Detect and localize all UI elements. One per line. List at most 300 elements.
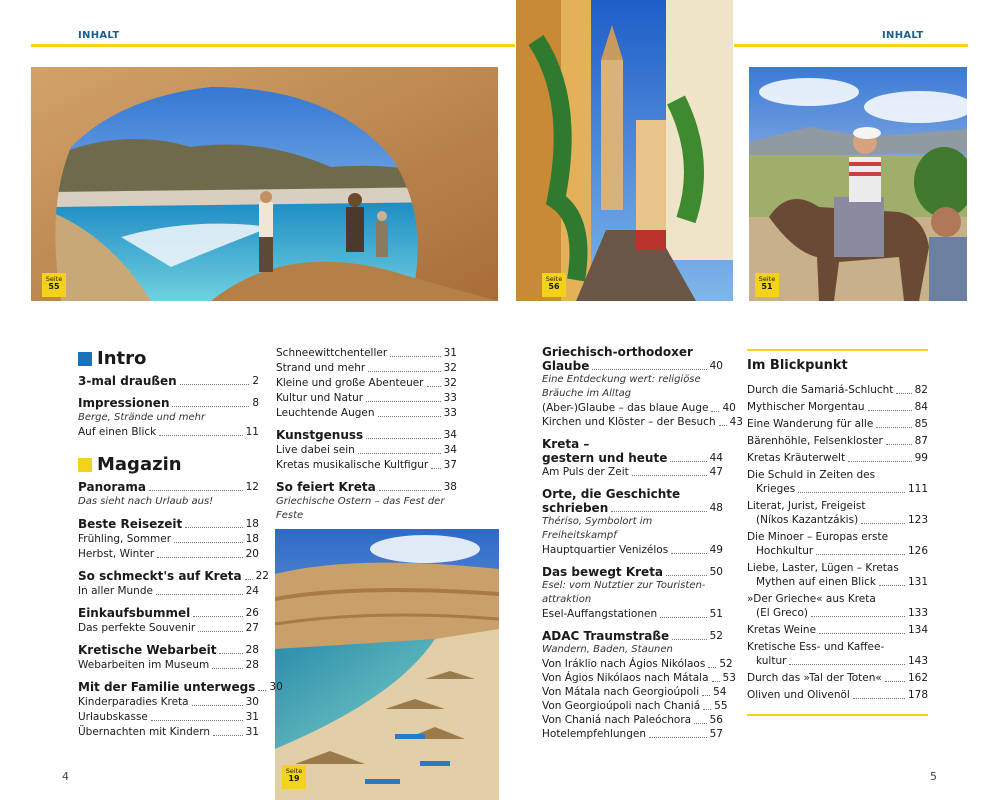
leader-dots xyxy=(245,579,253,580)
toc-entry-page: 99 xyxy=(914,452,928,464)
toc-entry-line xyxy=(542,727,723,741)
toc-entry-page: 11 xyxy=(245,426,259,438)
leader-dots xyxy=(868,410,912,411)
toc-entry[interactable] xyxy=(747,417,928,431)
toc-entry[interactable] xyxy=(78,680,283,694)
leader-dots xyxy=(660,617,707,618)
toc-entry-title: Von Mátala nach Georgioúpoli xyxy=(542,686,700,698)
toc-entry-title: Impressionen xyxy=(78,396,170,410)
leader-dots xyxy=(819,633,905,634)
leader-dots xyxy=(174,542,243,543)
toc-entry-page: 28 xyxy=(245,644,259,656)
toc-entry[interactable] xyxy=(542,415,743,429)
section-heading-magazin: Magazin xyxy=(78,453,259,477)
toc-entry-page: 47 xyxy=(709,466,723,478)
photo-chania-street xyxy=(516,0,733,301)
photo-cave-beach xyxy=(31,67,498,301)
toc-entry-page: 84 xyxy=(914,401,928,413)
page-badge[interactable]: Seite 55 xyxy=(42,273,66,297)
toc-entry[interactable] xyxy=(542,487,723,515)
toc-entry[interactable] xyxy=(747,434,928,448)
toc-entry-page: 48 xyxy=(709,502,723,514)
leader-dots xyxy=(879,585,905,586)
toc-entry-page: 8 xyxy=(252,397,259,409)
page-badge[interactable]: Seite 51 xyxy=(755,273,779,297)
leader-dots xyxy=(431,468,440,469)
leader-dots xyxy=(390,356,440,357)
leader-dots xyxy=(632,475,707,476)
toc-entry-line xyxy=(747,434,928,448)
toc-entry-title: Herbst, Winter xyxy=(78,548,155,560)
toc-entry-page: 2 xyxy=(252,375,259,387)
leader-dots xyxy=(694,723,707,724)
toc-entry[interactable] xyxy=(276,361,457,375)
toc-entry-title: Einkaufsbummel xyxy=(78,606,191,620)
toc-entry-title: kultur xyxy=(756,655,787,667)
toc-entry-title: Mythen auf einen Blick xyxy=(756,576,876,588)
toc-entry-page: 18 xyxy=(245,533,259,545)
toc-entry-title: Von Iráklio nach Ágios Nikólaos xyxy=(542,658,706,670)
leader-dots xyxy=(258,690,266,691)
toc-entry-title: Schneewittchenteller xyxy=(276,347,388,359)
toc-entry-title: Auf einen Blick xyxy=(78,426,157,438)
toc-entry[interactable] xyxy=(747,400,928,414)
toc-entry-title: Leuchtende Augen xyxy=(276,407,375,419)
toc-entry[interactable] xyxy=(747,640,928,668)
leader-dots xyxy=(861,523,905,524)
leader-dots xyxy=(649,737,707,738)
toc-entry-page: 56 xyxy=(709,714,723,726)
toc-entry-line xyxy=(542,451,723,465)
toc-entry[interactable] xyxy=(276,428,457,442)
toc-entry-line xyxy=(747,640,928,654)
toc-entry[interactable] xyxy=(78,374,259,388)
toc-entry[interactable] xyxy=(542,727,723,741)
blickpunkt-rule-bottom xyxy=(747,714,928,716)
toc-entry-line xyxy=(747,451,928,465)
toc-entry-page: 133 xyxy=(907,607,928,619)
toc-column-4 xyxy=(747,359,928,705)
toc-entry-title: (El Greco) xyxy=(756,607,808,619)
toc-entry[interactable] xyxy=(276,458,457,472)
toc-entry[interactable] xyxy=(78,725,259,739)
toc-entry-line xyxy=(747,383,928,397)
toc-entry[interactable] xyxy=(78,710,259,724)
toc-entry-title: Webarbeiten im Museum xyxy=(78,659,210,671)
toc-entry[interactable] xyxy=(78,621,259,635)
toc-entry-title: Hotelempfehlungen xyxy=(542,728,646,740)
toc-entry-page: 44 xyxy=(709,452,723,464)
toc-entry-title: Liebe, Laster, Lügen – Kretas xyxy=(747,562,899,574)
toc-entry[interactable] xyxy=(747,671,928,685)
toc-entry-title: Von Georgioúpoli nach Chaniá xyxy=(542,700,701,712)
toc-entry[interactable] xyxy=(747,383,928,397)
leader-dots xyxy=(156,594,243,595)
toc-entry-title: Live dabei sein xyxy=(276,444,355,456)
section-square-icon xyxy=(78,458,92,472)
leader-dots xyxy=(708,667,716,668)
toc-entry-title: Durch die Samariá-Schlucht xyxy=(747,384,894,396)
toc-entry[interactable] xyxy=(78,517,259,531)
toc-entry-page: 31 xyxy=(245,711,259,723)
toc-entry-title: Hauptquartier Venizélos xyxy=(542,544,669,556)
leader-dots xyxy=(172,406,249,407)
toc-entry-subtitle: Griechische Ostern – das Fest der Feste xyxy=(276,496,445,521)
toc-entry-title: Hochkultur xyxy=(756,545,814,557)
toc-entry[interactable] xyxy=(276,480,457,494)
toc-entry-title: Kretische Ess- und Kaffee- xyxy=(747,641,885,653)
toc-entry-title: Kunstgenuss xyxy=(276,428,364,442)
toc-entry-page: 50 xyxy=(709,566,723,578)
toc-entry-subtitle: Bräuche im Alltag xyxy=(542,388,632,399)
toc-entry-page: 31 xyxy=(245,726,259,738)
toc-entry-line xyxy=(542,437,723,451)
toc-entry-line xyxy=(542,607,723,621)
toc-entry-title: Von Ágios Nikólaos nach Mátala xyxy=(542,672,709,684)
toc-entry-title: Das bewegt Kreta xyxy=(542,565,664,579)
leader-dots xyxy=(816,554,905,555)
toc-entry-title: Durch das »Tal der Toten« xyxy=(747,672,882,684)
toc-entry[interactable] xyxy=(542,401,736,415)
toc-entry[interactable] xyxy=(78,643,259,657)
toc-entry[interactable] xyxy=(276,346,457,360)
toc-entry-page: 30 xyxy=(245,696,259,708)
leader-dots xyxy=(427,386,441,387)
toc-column-2 xyxy=(276,346,457,523)
leader-dots xyxy=(703,709,711,710)
toc-entry-title: Frühling, Sommer xyxy=(78,533,172,545)
toc-entry-line xyxy=(542,487,723,501)
toc-entry-title: Orte, die Geschichte xyxy=(542,487,681,501)
toc-entry-line xyxy=(747,482,928,496)
toc-entry[interactable] xyxy=(78,606,259,620)
toc-entry-line xyxy=(747,417,928,431)
toc-entry[interactable] xyxy=(78,532,259,546)
toc-column-3 xyxy=(542,345,743,741)
toc-entry-title: Kleine und große Abenteuer xyxy=(276,377,424,389)
toc-entry-page: 24 xyxy=(245,585,259,597)
toc-entry[interactable] xyxy=(542,565,723,579)
toc-entry[interactable] xyxy=(542,699,728,713)
toc-entry-line xyxy=(542,685,727,699)
toc-entry-title: Am Puls der Zeit xyxy=(542,466,629,478)
toc-entry-title: Krieges xyxy=(756,483,796,495)
toc-entry-page: 54 xyxy=(713,686,727,698)
toc-entry-page: 126 xyxy=(907,545,928,557)
toc-entry-page: 27 xyxy=(245,622,259,634)
toc-entry-title: Mythischer Morgentau xyxy=(747,401,865,413)
toc-entry[interactable] xyxy=(542,607,723,621)
toc-entry[interactable] xyxy=(276,406,457,420)
toc-entry[interactable] xyxy=(542,657,733,671)
toc-entry-page: 32 xyxy=(443,377,457,389)
leader-dots xyxy=(157,557,242,558)
toc-entry-line xyxy=(747,499,928,513)
leader-dots xyxy=(378,416,441,417)
toc-entry-title: Panorama xyxy=(78,480,146,494)
toc-entry-line xyxy=(747,561,928,575)
toc-entry-title: ADAC Traumstraße xyxy=(542,629,670,643)
toc-entry[interactable] xyxy=(276,443,457,457)
blickpunkt-rule-top xyxy=(747,349,928,351)
toc-entry-line xyxy=(542,359,723,373)
toc-entry-title: Strand und mehr xyxy=(276,362,366,374)
toc-entry[interactable] xyxy=(78,480,259,494)
toc-entry-page: 43 xyxy=(729,416,743,428)
toc-entry-page: 40 xyxy=(709,360,723,372)
toc-entry-title: Literat, Jurist, Freigeist xyxy=(747,500,866,512)
leader-dots xyxy=(712,681,720,682)
toc-entry-page: 123 xyxy=(907,514,928,526)
page-number-right: 5 xyxy=(930,770,937,783)
toc-entry-page: 34 xyxy=(443,429,457,441)
toc-entry-title: Das perfekte Souvenir xyxy=(78,622,196,634)
toc-entry[interactable] xyxy=(542,629,723,643)
toc-entry-line xyxy=(747,575,928,589)
leader-dots xyxy=(358,453,441,454)
leader-dots xyxy=(149,490,243,491)
leader-dots xyxy=(366,438,440,439)
toc-entry-title: Kinderparadies Kreta xyxy=(78,696,189,708)
blickpunkt-heading: Im Blickpunkt xyxy=(747,358,848,373)
leader-dots xyxy=(719,425,727,426)
toc-entry-subtitle: Berge, Strände und mehr xyxy=(78,412,206,423)
leader-dots xyxy=(151,720,243,721)
toc-entry-title: Von Chaniá nach Paleóchora xyxy=(542,714,692,726)
toc-entry-page: 49 xyxy=(709,544,723,556)
toc-entry-page: 33 xyxy=(443,392,457,404)
toc-entry[interactable] xyxy=(747,499,928,527)
toc-entry[interactable] xyxy=(78,547,259,561)
page-badge[interactable]: Seite 19 xyxy=(282,765,306,789)
header-left: INHALT xyxy=(78,30,120,41)
leader-dots xyxy=(811,616,905,617)
toc-entry-title: In aller Munde xyxy=(78,585,153,597)
toc-entry-title: 3-mal draußen xyxy=(78,374,177,388)
toc-entry[interactable] xyxy=(542,685,727,699)
toc-entry-line xyxy=(542,713,723,727)
toc-entry-title: Übernachten mit Kindern xyxy=(78,726,210,738)
toc-entry-line xyxy=(747,606,928,620)
toc-entry-page: 26 xyxy=(245,607,259,619)
toc-entry-title: Kretas Weine xyxy=(747,624,817,636)
toc-entry[interactable] xyxy=(542,671,736,685)
toc-entry-page: 52 xyxy=(719,658,733,670)
toc-entry-page: 38 xyxy=(443,481,457,493)
toc-entry-title: Kretas musikalische Kultfigur xyxy=(276,459,429,471)
leader-dots xyxy=(789,664,905,665)
toc-entry[interactable] xyxy=(542,713,723,727)
toc-entry-line xyxy=(542,501,723,515)
toc-entry-title: (Níkos Kazantzákis) xyxy=(756,514,859,526)
toc-entry-page: 53 xyxy=(722,672,736,684)
toc-entry-title: Kreta – xyxy=(542,437,590,451)
toc-entry-title: Oliven und Olivenöl xyxy=(747,689,850,701)
toc-entry[interactable] xyxy=(747,592,928,620)
toc-entry[interactable] xyxy=(276,376,457,390)
toc-entry-title: Esel-Auffangstationen xyxy=(542,608,658,620)
toc-entry[interactable] xyxy=(747,530,928,558)
toc-entry-title: Griechisch-orthodoxer xyxy=(542,345,693,359)
toc-entry-title: Beste Reisezeit xyxy=(78,517,183,531)
toc-entry[interactable] xyxy=(78,658,259,672)
toc-entry-title: Bärenhöhle, Felsenkloster xyxy=(747,435,883,447)
leader-dots xyxy=(192,705,243,706)
toc-entry-line xyxy=(542,671,736,685)
toc-entry-page: 34 xyxy=(443,444,457,456)
toc-entry-subtitle: Eine Entdeckung wert: religiöse xyxy=(542,374,701,385)
toc-entry-subtitle: Wandern, Baden, Staunen xyxy=(542,644,673,655)
toc-entry-title: Die Minoer – Europas erste xyxy=(747,531,889,543)
toc-entry-page: 82 xyxy=(914,384,928,396)
toc-entry[interactable] xyxy=(78,396,259,410)
toc-entry-line xyxy=(542,345,723,359)
toc-entry-title: Kretas Kräuterwelt xyxy=(747,452,846,464)
section-square-icon xyxy=(78,352,92,366)
toc-entry-line xyxy=(542,401,736,415)
toc-entry-title: Kretische Webarbeit xyxy=(78,643,217,657)
toc-entry-line xyxy=(747,468,928,482)
toc-entry-line xyxy=(542,565,723,579)
toc-entry-title: So feiert Kreta xyxy=(276,480,376,494)
toc-entry[interactable] xyxy=(78,695,259,709)
toc-entry-page: 20 xyxy=(245,548,259,560)
header-rule-right xyxy=(734,44,968,47)
photo-donkey-ride xyxy=(749,67,967,301)
leader-dots xyxy=(876,427,911,428)
leader-dots xyxy=(379,490,441,491)
toc-entry-title: »Der Grieche« aus Kreta xyxy=(747,593,876,605)
leader-dots xyxy=(885,681,905,682)
toc-entry-page: 143 xyxy=(907,655,928,667)
leader-dots xyxy=(848,461,912,462)
leader-dots xyxy=(193,616,242,617)
toc-entry-line xyxy=(542,699,728,713)
toc-entry[interactable] xyxy=(276,391,457,405)
toc-entry-page: 111 xyxy=(907,483,928,495)
leader-dots xyxy=(670,461,706,462)
toc-entry-title: Kirchen und Klöster – der Besuch xyxy=(542,416,716,428)
toc-entry-line xyxy=(542,543,723,557)
toc-entry-subtitle: Esel: vom Nutztier zur Touristen- xyxy=(542,580,706,591)
toc-entry-line xyxy=(747,654,928,668)
toc-entry-line xyxy=(542,657,733,671)
toc-entry-subtitle: Das sieht nach Urlaub aus! xyxy=(78,496,214,507)
toc-entry-title: Eine Wanderung für alle xyxy=(747,418,874,430)
page-badge[interactable]: Seite 56 xyxy=(542,273,566,297)
toc-column-1 xyxy=(78,347,283,740)
toc-entry-line xyxy=(747,688,928,702)
toc-entry-page: 12 xyxy=(245,481,259,493)
toc-entry-line xyxy=(542,465,723,479)
toc-entry[interactable] xyxy=(747,468,928,496)
toc-entry-page: 32 xyxy=(443,362,457,374)
leader-dots xyxy=(711,411,719,412)
toc-entry-line xyxy=(747,400,928,414)
toc-entry-subtitle: Thériso, Symbolort im Freiheitskampf xyxy=(542,516,653,541)
leader-dots xyxy=(886,444,912,445)
toc-entry[interactable] xyxy=(747,688,928,702)
toc-entry-title: gestern und heute xyxy=(542,451,668,465)
toc-entry-title: Mit der Familie unterwegs xyxy=(78,680,256,694)
toc-entry[interactable] xyxy=(747,561,928,589)
leader-dots xyxy=(853,698,905,699)
leader-dots xyxy=(666,575,707,576)
toc-entry-title: Kultur und Natur xyxy=(276,392,364,404)
toc-entry[interactable] xyxy=(542,465,723,479)
leader-dots xyxy=(896,393,911,394)
toc-entry-title: So schmeckt's auf Kreta xyxy=(78,569,242,583)
toc-entry[interactable] xyxy=(78,569,269,583)
toc-entry-page: 87 xyxy=(914,435,928,447)
toc-entry-line xyxy=(542,415,743,429)
toc-entry-title: Glaube xyxy=(542,359,590,373)
toc-entry-line xyxy=(747,671,928,685)
photo-matala-beach xyxy=(275,529,499,800)
toc-entry-line xyxy=(747,513,928,527)
toc-entry[interactable] xyxy=(542,543,723,557)
leader-dots xyxy=(212,668,242,669)
toc-entry-line xyxy=(747,592,928,606)
toc-entry-title: Urlaubskasse xyxy=(78,711,148,723)
toc-entry[interactable] xyxy=(747,623,928,637)
toc-entry-page: 134 xyxy=(907,624,928,636)
leader-dots xyxy=(219,653,242,654)
leader-dots xyxy=(185,527,242,528)
toc-entry-line xyxy=(542,629,723,643)
leader-dots xyxy=(611,511,706,512)
toc-entry[interactable] xyxy=(78,425,259,439)
toc-entry-line xyxy=(747,530,928,544)
leader-dots xyxy=(702,695,710,696)
leader-dots xyxy=(198,631,242,632)
toc-entry[interactable] xyxy=(542,437,723,465)
toc-entry[interactable] xyxy=(747,451,928,465)
toc-entry-page: 131 xyxy=(907,576,928,588)
leader-dots xyxy=(368,371,440,372)
toc-entry-page: 85 xyxy=(914,418,928,430)
toc-entry-page: 37 xyxy=(443,459,457,471)
section-heading-intro: Intro xyxy=(78,347,259,371)
toc-entry-page: 51 xyxy=(709,608,723,620)
leader-dots xyxy=(672,639,707,640)
toc-entry-subtitle: attraktion xyxy=(542,594,592,605)
leader-dots xyxy=(671,553,706,554)
header-rule-left xyxy=(31,44,515,47)
toc-entry-page: 52 xyxy=(709,630,723,642)
toc-entry-page: 33 xyxy=(443,407,457,419)
toc-entry-page: 18 xyxy=(245,518,259,530)
leader-dots xyxy=(798,492,905,493)
toc-entry-page: 55 xyxy=(714,700,728,712)
toc-entry[interactable] xyxy=(78,584,259,598)
page-number-left: 4 xyxy=(62,770,69,783)
toc-entry[interactable] xyxy=(542,345,723,373)
toc-entry-page: 31 xyxy=(443,347,457,359)
leader-dots xyxy=(159,435,242,436)
leader-dots xyxy=(213,735,243,736)
toc-entry-page: 22 xyxy=(255,570,269,582)
leader-dots xyxy=(366,401,441,402)
toc-entry-page: 162 xyxy=(907,672,928,684)
toc-entry-page: 40 xyxy=(722,402,736,414)
toc-entry-page: 30 xyxy=(269,681,283,693)
leader-dots xyxy=(592,369,706,370)
header-right: INHALT xyxy=(882,30,924,41)
toc-entry-title: schrieben xyxy=(542,501,609,515)
toc-entry-line xyxy=(747,544,928,558)
leader-dots xyxy=(180,384,250,385)
